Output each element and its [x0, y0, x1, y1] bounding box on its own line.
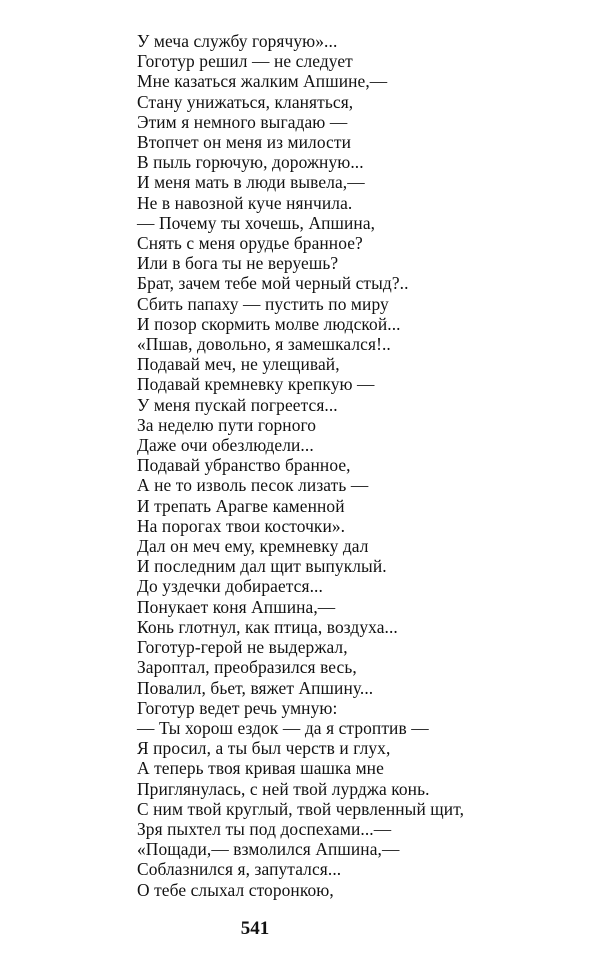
poem-line: Соблазнился я, запутался...: [137, 859, 342, 880]
poem-line: Даже очи обезлюдели...: [137, 435, 314, 456]
poem-line: Зря пыхтел ты под доспехами...—: [137, 818, 392, 839]
poem-line: Не в навозной куче нянчила.: [137, 192, 353, 213]
poem-line: О тебе слыхал сторонкою,: [137, 879, 334, 900]
poem-line: Сбить папаху — пустить по миру: [137, 293, 389, 314]
poem-line: Этим я немного выгадаю —: [137, 111, 348, 132]
poem-line: У меча службу горячую»...: [137, 31, 338, 51]
poem-line: И позор скормить молве людской...: [137, 313, 401, 334]
poem-line: А теперь твоя кривая шашка мне: [137, 758, 384, 779]
poem-line: Гоготур решил — не следует: [137, 51, 353, 72]
poem-line: Понукает коня Апшина,—: [137, 596, 336, 617]
poem-line: Подавай кремневку крепкую —: [137, 374, 375, 395]
poem-line: До уздечки добирается...: [137, 576, 323, 597]
poem-line: Конь глотнул, как птица, воздуха...: [137, 616, 398, 637]
poem-line: Или в бога ты не веруешь?: [137, 253, 339, 274]
poem-line: «Пощади,— взмолился Апшина,—: [137, 839, 400, 860]
poem-line: Повалил, бьет, вяжет Апшину...: [137, 677, 374, 698]
poem-line: За неделю пути горного: [137, 414, 317, 435]
poem-line: Подавай меч, не улещивай,: [137, 354, 340, 375]
poem-line: Втопчет он меня из милости: [137, 132, 351, 153]
poem-line: «Пшав, довольно, я замешкался!..: [137, 334, 391, 355]
poem-line: Мне казаться жалким Апшине,—: [137, 71, 388, 92]
poem-line: А не то изволь песок лизать —: [137, 475, 369, 496]
poem-line: Брат, зачем тебе мой черный стыд?..: [137, 273, 409, 294]
poem-line: Дал он меч ему, кремневку дал: [137, 536, 369, 557]
page-number: 541: [240, 918, 270, 939]
poem-line: Приглянулась, с ней твой лурджа конь.: [137, 778, 430, 799]
poem-line: И трепать Арагве каменной: [137, 495, 345, 516]
poem-line: У меня пускай погреется...: [137, 394, 338, 415]
poem-text: [137, 31, 464, 900]
poem-line: На порогах твои косточки».: [137, 515, 346, 536]
poem-line: — Ты хорош ездок — да я строптив —: [137, 717, 429, 738]
poem-line: Снять с меня орудье бранное?: [137, 233, 363, 254]
poem-line: Гоготур ведет речь умную:: [137, 697, 338, 718]
poem-line: Гоготур-герой не выдержал,: [137, 637, 348, 658]
poem-line: С ним твой круглый, твой червленный щит,: [137, 798, 465, 819]
poem-line: Подавай убранство бранное,: [137, 455, 351, 476]
poem-line: И последним дал щит выпуклый.: [137, 556, 387, 577]
poem-line: И меня мать в люди вывела,—: [137, 172, 365, 193]
poem-line: В пыль горючую, дорожную...: [137, 152, 364, 173]
poem-line: Зароптал, преобразился весь,: [137, 657, 357, 678]
poem-line: Я просил, а ты был черств и глух,: [137, 738, 391, 759]
poem-line: — Почему ты хочешь, Апшина,: [137, 212, 376, 233]
poem-line: Стану унижаться, кланяться,: [137, 91, 354, 112]
